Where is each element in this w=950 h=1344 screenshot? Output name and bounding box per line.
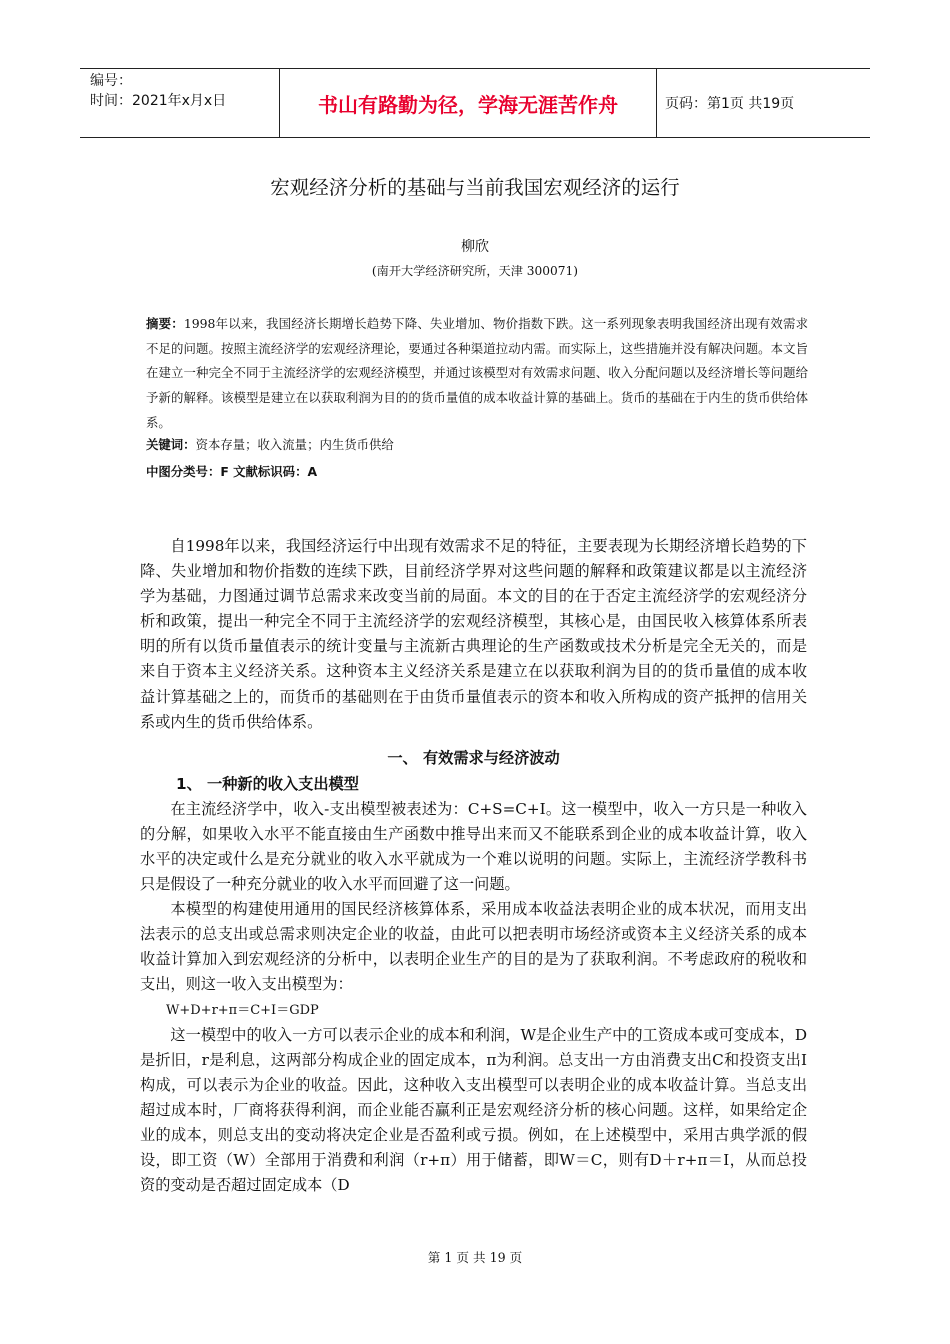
header-motto: 书山有路勤为径，学海无涯苦作舟	[279, 69, 657, 137]
abstract-label: 摘要：	[146, 316, 184, 331]
formula: W+D+r+π＝C+I＝GDP	[166, 1002, 319, 1018]
header-page-info: 页码：第1页 共19页	[665, 96, 795, 112]
classification-label: 中图分类号：F 文献标识码：A	[146, 464, 318, 479]
section-heading: 一、 有效需求与经济波动	[387, 748, 560, 767]
header-meta	[80, 69, 279, 137]
keywords	[146, 435, 394, 453]
document-number-label: 编号：	[90, 73, 132, 89]
intro-paragraph: 自1998年以来，我国经济运行中出现有效需求不足的特征，主要表现为长期经济增长趋势的下降、失业增加和物价指数的连续下跌，目前经济学界对这些问题的解释和政策建议都是以主流经济学为基础，力图通过调节总需求来改变当前的局面。本文的目的在于否定主流经济学的宏观经济分析和政策，提出一种完全不同于主流经济学的宏观经济模型，其核心是，由国民收入核算体系所表明的所有以货币量值表示的统计变量与主流新古典理论的生产函数或技术分析是完全无关的，而是来自于资本主义经济关系。这种资本主义经济关系是建立在以获取利润为目的的货币量值的成本收益计算基础之上的，而货币的基础则在于由货币量值表示的资本和收入所构成的资产抵押的信用关系或内生的货币供给体系。	[140, 537, 807, 731]
keywords-text: 资本存量；收入流量；内生货币供给	[195, 437, 394, 452]
article-affiliation: (南开大学经济研究所，天津 300071)	[371, 264, 579, 278]
page-footer: 第 1 页 共 19 页	[427, 1250, 523, 1265]
body-paragraph: 这一模型中的收入一方可以表示企业的成本和利润，W是企业生产中的工资成本或可变成本，D是折旧，r是利息，这两部分构成企业的固定成本，π为利润。总支出一方由消费支出C和投资支出I构成，可以表示为企业的收益。因此，这种收入支出模型可以表明企业的成本收益计算。当总支出超过成本时，厂商将获得利润，而企业能否赢利正是宏观经济分析的核心问题。这样，如果给定企业的成本，则总支出的变动将决定企业是否盈利或亏损。例如，在上述模型中，采用古典学派的假设，即工资（W）全部用于消费和利润（r+π）用于储蓄，即W＝C，则有D＋r+π＝I，从而总投资的变动是否超过固定成本（D	[140, 1025, 807, 1195]
abstract	[146, 312, 808, 436]
abstract-text: 1998年以来，我国经济长期增长趋势下降、失业增加、物价指数下跌。这一系列现象表明我国经济出现有效需求不足的问题。按照主流经济学的宏观经济理论，要通过各种渠道拉动内需。而实际上，这些措施并没有解决问题。本文旨在建立一种完全不同于主流经济学的宏观经济模型，并通过该模型对有效需求问题、收入分配问题以及经济增长等问题给予新的解释。该模型是建立在以获取利润为目的的货币量值的成本收益计算的基础上。货币的基础在于内生的货币供给体系。	[146, 316, 808, 430]
article-title: 宏观经济分析的基础与当前我国宏观经济的运行	[270, 176, 680, 199]
keywords-label: 关键词：	[146, 437, 196, 452]
article-author: 柳欣	[461, 239, 489, 255]
document-time-label: 时间：2021年x月x日	[90, 93, 227, 109]
article-body	[140, 534, 807, 1198]
classification	[146, 462, 317, 480]
body-paragraph: 在主流经济学中，收入-支出模型被表述为：C+S=C+I。这一模型中，收入一方只是一种收入的分解，如果收入水平不能直接由生产函数中推导出来而又不能联系到企业的成本收益计算，收入水平的决定或什么是充分就业的收入水平就成为一个难以说明的问题。实际上，主流经济学教科书只是假设了一种充分就业的收入水平而回避了这一问题。	[140, 799, 807, 894]
page-header	[80, 68, 870, 138]
body-paragraph: 本模型的构建使用通用的国民经济核算体系，采用成本收益法表明企业的成本状况，而用支出法表示的总支出或总需求则决定企业的收益，由此可以把表明市场经济或资本主义经济关系的成本收益计算加入到宏观经济的分析中，以表明企业生产的目的是为了获取利润。不考虑政府的税收和支出，则这一收入支出模型为：	[140, 900, 807, 994]
subsection-heading: 1、 一种新的收入支出模型	[176, 774, 359, 793]
